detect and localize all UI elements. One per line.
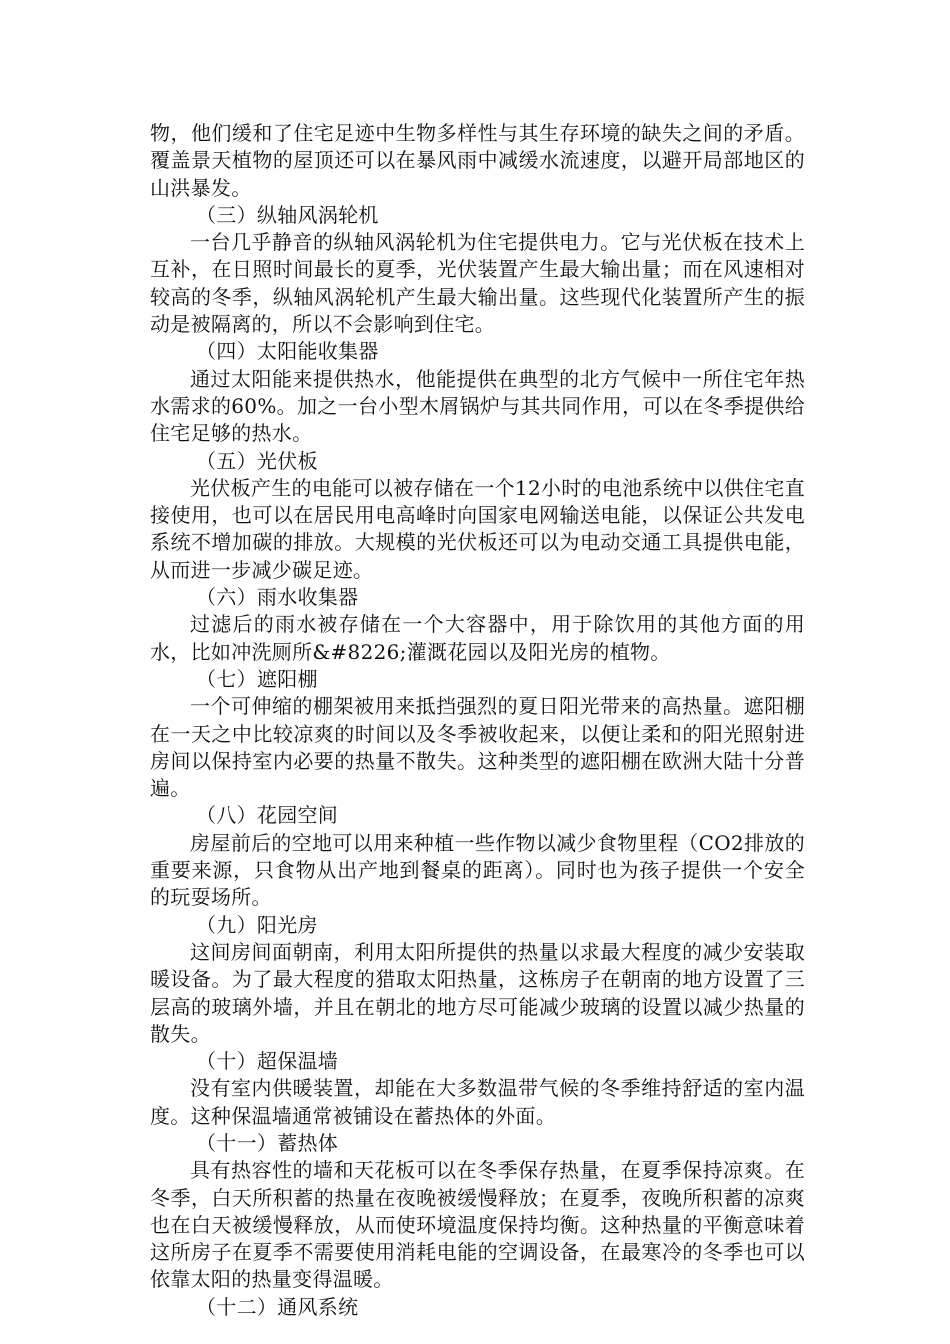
section-heading-sunshade: （七）遮阳棚: [196, 666, 318, 691]
section-heading-garden-space: （八）花园空间: [196, 803, 339, 828]
section-heading-photovoltaic-panel: （五）光伏板: [196, 448, 318, 473]
section-heading-thermal-mass: （十一）蓄热体: [196, 1130, 339, 1155]
paragraph-sunshade: 一个可伸缩的棚架被用来抵挡强烈的夏日阳光带来的高热量。遮阳棚在一天之中比较凉爽的时间以及冬季被收起来，以便让柔和的阳光照射进房间以保持室内必要的热量不散失。这种类型的遮阳棚在欧洲大陆十分普遍。: [150, 694, 805, 801]
section-heading-super-insulated-wall: （十）超保温墙: [196, 1049, 339, 1074]
paragraph-continuation: 物，他们缓和了住宅足迹中生物多样性与其生存环境的缺失之间的矛盾。覆盖景天植物的屋顶还可以在暴风雨中减缓水流速度，以避开局部地区的山洪暴发。: [150, 121, 805, 200]
paragraph-solar-collector: 通过太阳能来提供热水，他能提供在典型的北方气候中一所住宅年热水需求的60%。加之一台小型木屑锅炉与其共同作用，可以在冬季提供给住宅足够的热水。: [150, 366, 805, 446]
section-heading-sunroom: （九）阳光房: [196, 912, 318, 937]
paragraph-garden-space: 房屋前后的空地可以用来种植一些作物以减少食物里程（CO2排放的重要来源，只食物从出产地到餐桌的距离）。同时也为孩子提供一个安全的玩耍场所。: [150, 830, 805, 910]
paragraph-super-insulated-wall: 没有室内供暖装置，却能在大多数温带气候的冬季维持舒适的室内温度。这种保温墙通常被铺设在蓄热体的外面。: [150, 1076, 805, 1128]
paragraph-wind-turbine: 一台几乎静音的纵轴风涡轮机为住宅提供电力。它与光伏板在技术上互补，在日照时间最长的夏季，光伏装置产生最大输出量；而在风速相对较高的冬季，纵轴风涡轮机产生最大输出量。这些现代化装置所产生的振动是被隔离的，所以不会影响到住宅。: [150, 230, 805, 337]
section-heading-solar-collector: （四）太阳能收集器: [196, 339, 379, 364]
paragraph-rainwater-collector: 过滤后的雨水被存储在一个大容器中，用于除饮用的其他方面的用水，比如冲洗厕所&#8226;灌溉花园以及阳光房的植物。: [150, 612, 805, 664]
section-heading-rainwater-collector: （六）雨水收集器: [196, 585, 359, 610]
paragraph-thermal-mass: 具有热容性的墙和天花板可以在冬季保存热量，在夏季保持凉爽。在冬季，白天所积蓄的热量在夜晚被缓慢释放；在夏季，夜晚所积蓄的凉爽也在白天被缓慢释放，从而使环境温度保持均衡。这种热量的平衡意味着这所房子在夏季不需要使用消耗电能的空调设备，在最寒冷的冬季也可以依靠太阳的热量变得温暖。: [150, 1158, 805, 1292]
section-heading-vertical-wind-turbine: （三）纵轴风涡轮机: [196, 202, 379, 227]
paragraph-sunroom: 这间房间面朝南，利用太阳所提供的热量以求最大程度的减少安装取暖设备。为了最大程度的猎取太阳热量，这栋房子在朝南的地方设置了三层高的玻璃外墙，并且在朝北的地方尽可能减少玻璃的设置以减少热量的散失。: [150, 939, 805, 1046]
document-page: [150, 120, 805, 1321]
paragraph-photovoltaic-panel: 光伏板产生的电能可以被存储在一个12小时的电池系统中以供住宅直接使用，也可以在居民用电高峰时向国家电网输送电能，以保证公共发电系统不增加碳的排放。大规模的光伏板还可以为电动交通工具提供电能，从而进一步减少碳足迹。: [150, 475, 805, 582]
section-heading-ventilation-system: （十二）通风系统: [196, 1294, 359, 1319]
